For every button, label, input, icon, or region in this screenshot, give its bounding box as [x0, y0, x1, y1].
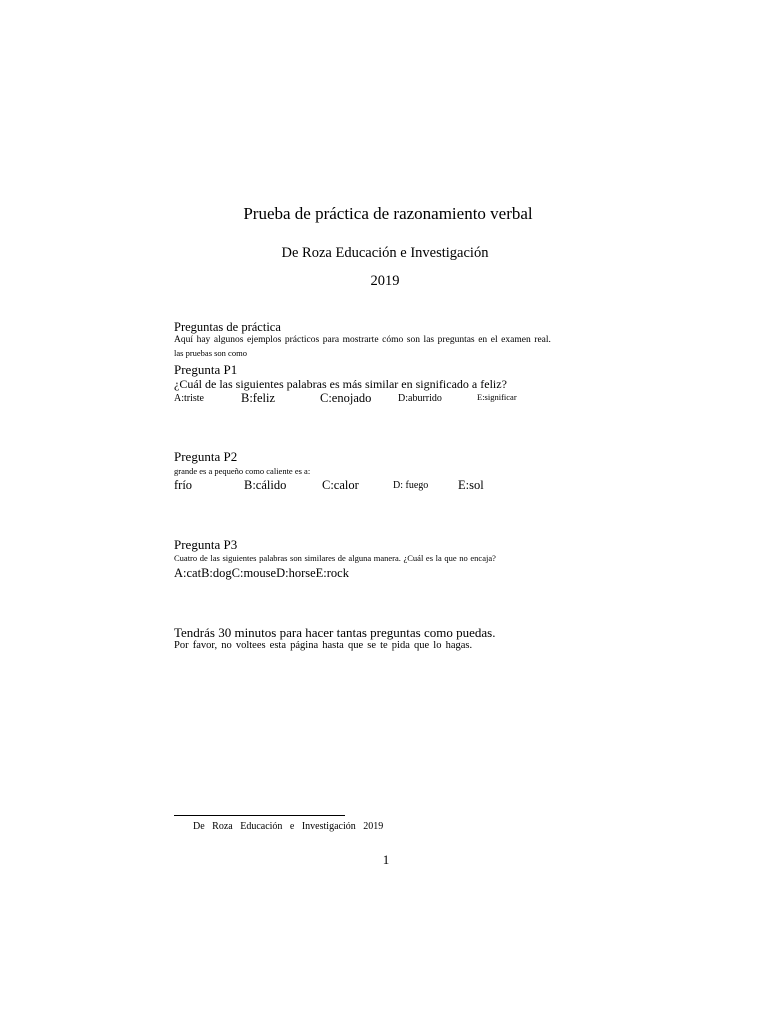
footnote: De Roza Educación e Investigación 2019 [193, 821, 384, 832]
question-p1-text: ¿Cuál de las siguientes palabras es más similar en significado a feliz? [174, 377, 507, 391]
year: 2019 [370, 273, 400, 289]
question-p3-options: A:catB:dogC:mouseD:horseE:rock [174, 566, 349, 580]
question-p2-text: grande es a pequeño como caliente es a: [174, 466, 311, 476]
question-p2-option-b: B:cálido [244, 478, 287, 492]
question-p3-heading: Pregunta P3 [174, 537, 238, 552]
question-p1-option-c: C:enojado [320, 391, 372, 405]
question-p1-option-e: E:significar [477, 392, 517, 402]
question-p2-option-d: D: fuego [393, 480, 429, 491]
question-p2-option-a: frío [174, 478, 193, 492]
organization-name: De Roza Educación e Investigación [281, 245, 489, 261]
question-p1-option-b: B:feliz [241, 391, 276, 405]
section-heading: Preguntas de práctica [174, 320, 281, 334]
question-p2-option-e: E:sol [458, 478, 484, 492]
intro-text-line-1: Aquí hay algunos ejemplos prácticos para mostrarte cómo son las preguntas en el examen real. [174, 335, 551, 345]
question-p2-option-c: C:calor [322, 478, 359, 492]
page-number: 1 [382, 852, 390, 867]
instruction-text: Por favor, no voltees esta página hasta que se te pida que lo hagas. [174, 640, 473, 651]
question-p1-option-a: A:triste [174, 393, 204, 404]
footnote-divider [174, 815, 345, 816]
page-title: Prueba de práctica de razonamiento verbal [243, 204, 533, 223]
time-limit-text: Tendrás 30 minutos para hacer tantas preguntas como puedas. [174, 625, 496, 640]
question-p1-option-d: D:aburrido [398, 393, 442, 404]
question-p1-heading: Pregunta P1 [174, 362, 238, 377]
question-p2-heading: Pregunta P2 [174, 449, 238, 464]
intro-text-line-2: las pruebas son como [174, 348, 247, 358]
question-p3-text: Cuatro de las siguientes palabras son similares de alguna manera. ¿Cuál es la que no encaja? [174, 553, 496, 563]
